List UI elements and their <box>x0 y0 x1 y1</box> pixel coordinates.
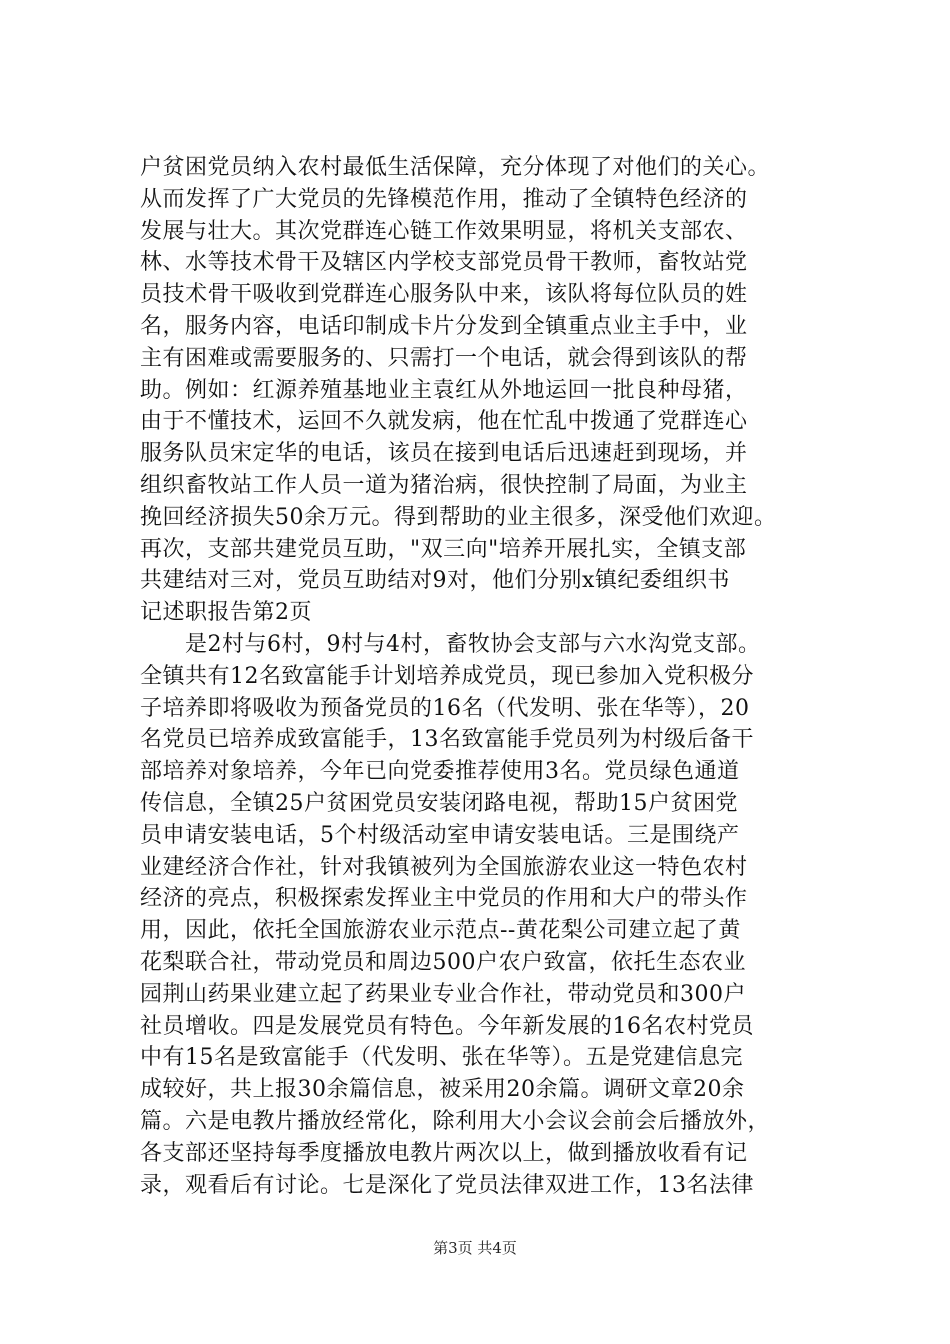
text-line: 发展与壮大。其次党群连心链工作效果明显，将机关支部农、 <box>140 218 748 244</box>
text-line: 员申请安装电话，5个村级活动室申请安装电话。三是围绕产 <box>140 822 740 848</box>
text-line: 记述职报告第2页 <box>140 600 312 626</box>
text-line: 园荆山药果业建立起了药果业专业合作社，带动党员和300户 <box>140 981 746 1007</box>
text-line: 再次，支部共建党员互助，"双三向"培养开展扎实，全镇支部 <box>140 536 747 562</box>
text-line: 篇。六是电教片播放经常化，除利用大小会议会前会后播放外， <box>140 1108 771 1134</box>
text-line: 用，因此，依托全国旅游农业示范点--黄花梨公司建立起了黄 <box>140 918 741 944</box>
text-line: 由于不懂技术，运回不久就发病，他在忙乱中拨通了党群连心 <box>140 409 748 435</box>
text-line: 录，观看后有讨论。七是深化了党员法律双进工作，13名法律 <box>140 1172 754 1198</box>
text-line: 子培养即将吸收为预备党员的16名（代发明、张在华等），20 <box>140 695 750 721</box>
text-line: 主有困难或需要服务的、只需打一个电话，就会得到该队的帮 <box>140 345 748 371</box>
text-line: 花梨联合社，带动党员和周边500户农户致富，依托生态农业 <box>140 949 746 975</box>
body-text <box>140 152 840 1201</box>
page-footer <box>0 1237 950 1258</box>
text-line: 组织畜牧站工作人员一道为猪治病，很快控制了局面，为业主 <box>140 472 748 498</box>
text-line: 服务队员宋定华的电话，该员在接到电话后迅速赶到现场，并 <box>140 441 748 467</box>
text-line: 传信息，全镇25户贫困党员安装闭路电视，帮助15户贫困党 <box>140 790 738 816</box>
text-line: 助。例如：红源养殖基地业主袁红从外地运回一批良种母猪， <box>140 377 748 403</box>
page-number-label: 第3页 共4页 <box>433 1239 517 1257</box>
text-line: 各支部还坚持每季度播放电教片两次以上，做到播放收看有记 <box>140 1140 748 1166</box>
text-line: 挽回经济损失50余万元。得到帮助的业主很多，深受他们欢迎。 <box>140 504 777 530</box>
text-line: 中有15名是致富能手（代发明、张在华等）。五是党建信息完 <box>140 1045 743 1071</box>
text-line: 成较好，共上报30余篇信息，被采用20余篇。调研文章20余 <box>140 1077 745 1103</box>
text-line: 部培养对象培养，今年已向党委推荐使用3名。党员绿色通道 <box>140 759 740 785</box>
text-line: 业建经济合作社，针对我镇被列为全国旅游农业这一特色农村 <box>140 854 748 880</box>
text-line: 社员增收。四是发展党员有特色。今年新发展的16名农村党员 <box>140 1013 754 1039</box>
text-line: 户贫困党员纳入农村最低生活保障，充分体现了对他们的关心。 <box>140 155 771 180</box>
text-line: 林、水等技术骨干及辖区内学校支部党员骨干教师，畜牧站党 <box>140 250 748 276</box>
text-line: 名党员已培养成致富能手，13名致富能手党员列为村级后备干 <box>140 727 754 753</box>
text-line: 员技术骨干吸收到党群连心服务队中来，该队将每位队员的姓 <box>140 282 748 308</box>
text-line: 名，服务内容，电话印制成卡片分发到全镇重点业主手中，业 <box>140 313 748 339</box>
text-line: 经济的亮点，积极探索发挥业主中党员的作用和大户的带头作 <box>140 886 748 912</box>
text-line: 从而发挥了广大党员的先锋模范作用，推动了全镇特色经济的 <box>140 186 748 212</box>
text-line: 共建结对三对，党员互助结对9对，他们分别x镇纪委组织书 <box>140 568 730 594</box>
text-line: 全镇共有12名致富能手计划培养成党员，现已参加入党积极分 <box>140 663 754 689</box>
text-line: 是2村与6村，9村与4村，畜牧协会支部与六水沟党支部。 <box>140 631 761 657</box>
